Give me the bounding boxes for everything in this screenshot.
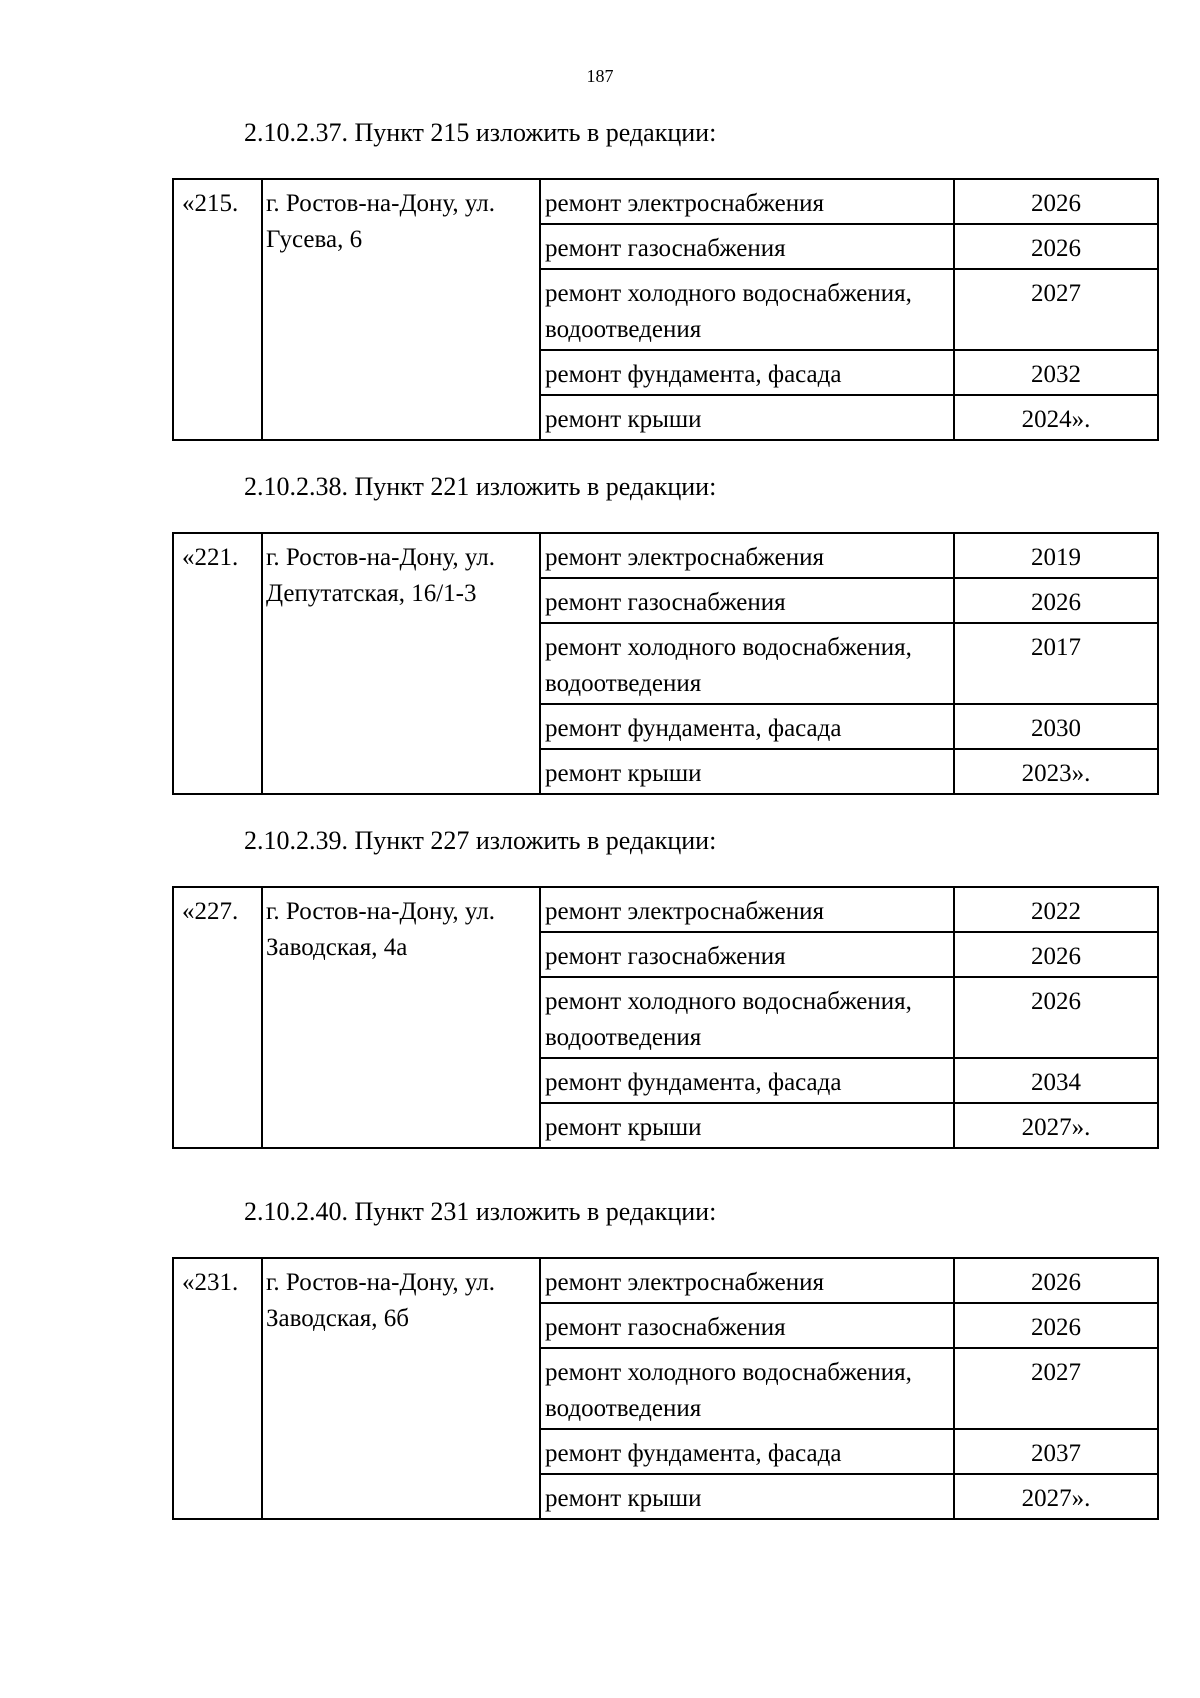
address: г. Ростов-на-Дону, ул. Депутатская, 16/1-3 (262, 533, 540, 794)
work-type: ремонт фундамента, фасада (540, 350, 954, 395)
item-number: «215. (173, 179, 262, 440)
work-type: ремонт электроснабжения (540, 533, 954, 578)
work-year: 2026 (954, 1303, 1158, 1348)
work-type: ремонт крыши (540, 749, 954, 794)
table-row (173, 179, 1158, 224)
work-type: ремонт холодного водоснабжения, водоотведения (540, 269, 954, 350)
item-number: «227. (173, 887, 262, 1148)
page-number: 187 (586, 66, 614, 86)
address: г. Ростов-на-Дону, ул. Заводская, 4а (262, 887, 540, 1148)
works-table (172, 178, 1159, 441)
address: г. Ростов-на-Дону, ул. Заводская, 6б (262, 1258, 540, 1519)
work-year: 2034 (954, 1058, 1158, 1103)
work-year: 2027». (954, 1474, 1158, 1519)
work-year: 2017 (954, 623, 1158, 704)
work-type: ремонт крыши (540, 395, 954, 440)
section-heading: 2.10.2.38. Пункт 221 изложить в редакции: (244, 472, 717, 501)
item-number: «231. (173, 1258, 262, 1519)
work-type: ремонт фундамента, фасада (540, 1058, 954, 1103)
work-year: 2019 (954, 533, 1158, 578)
work-type: ремонт фундамента, фасада (540, 1429, 954, 1474)
work-type: ремонт газоснабжения (540, 1303, 954, 1348)
work-year: 2026 (954, 932, 1158, 977)
section-heading: 2.10.2.40. Пункт 231 изложить в редакции: (244, 1197, 717, 1226)
work-type: ремонт фундамента, фасада (540, 704, 954, 749)
work-year: 2026 (954, 179, 1158, 224)
address: г. Ростов-на-Дону, ул. Гусева, 6 (262, 179, 540, 440)
works-table (172, 1257, 1159, 1520)
work-type: ремонт газоснабжения (540, 578, 954, 623)
work-year: 2023». (954, 749, 1158, 794)
works-table (172, 532, 1159, 795)
work-type: ремонт газоснабжения (540, 932, 954, 977)
work-year: 2030 (954, 704, 1158, 749)
works-table (172, 886, 1159, 1149)
work-type: ремонт крыши (540, 1474, 954, 1519)
table-row (173, 887, 1158, 932)
work-type: ремонт холодного водоснабжения, водоотведения (540, 1348, 954, 1429)
work-year: 2026 (954, 578, 1158, 623)
work-year: 2027 (954, 269, 1158, 350)
section-heading: 2.10.2.37. Пункт 215 изложить в редакции: (244, 118, 717, 147)
work-type: ремонт крыши (540, 1103, 954, 1148)
work-type: ремонт электроснабжения (540, 179, 954, 224)
work-year: 2026 (954, 224, 1158, 269)
work-type: ремонт холодного водоснабжения, водоотведения (540, 977, 954, 1058)
work-year: 2032 (954, 350, 1158, 395)
work-type: ремонт холодного водоснабжения, водоотведения (540, 623, 954, 704)
work-year: 2022 (954, 887, 1158, 932)
work-year: 2037 (954, 1429, 1158, 1474)
work-year: 2026 (954, 977, 1158, 1058)
work-year: 2026 (954, 1258, 1158, 1303)
section-heading: 2.10.2.39. Пункт 227 изложить в редакции: (244, 826, 717, 855)
table-row (173, 1258, 1158, 1303)
work-year: 2024». (954, 395, 1158, 440)
table-row (173, 533, 1158, 578)
work-type: ремонт газоснабжения (540, 224, 954, 269)
item-number: «221. (173, 533, 262, 794)
work-year: 2027 (954, 1348, 1158, 1429)
work-type: ремонт электроснабжения (540, 887, 954, 932)
work-year: 2027». (954, 1103, 1158, 1148)
work-type: ремонт электроснабжения (540, 1258, 954, 1303)
